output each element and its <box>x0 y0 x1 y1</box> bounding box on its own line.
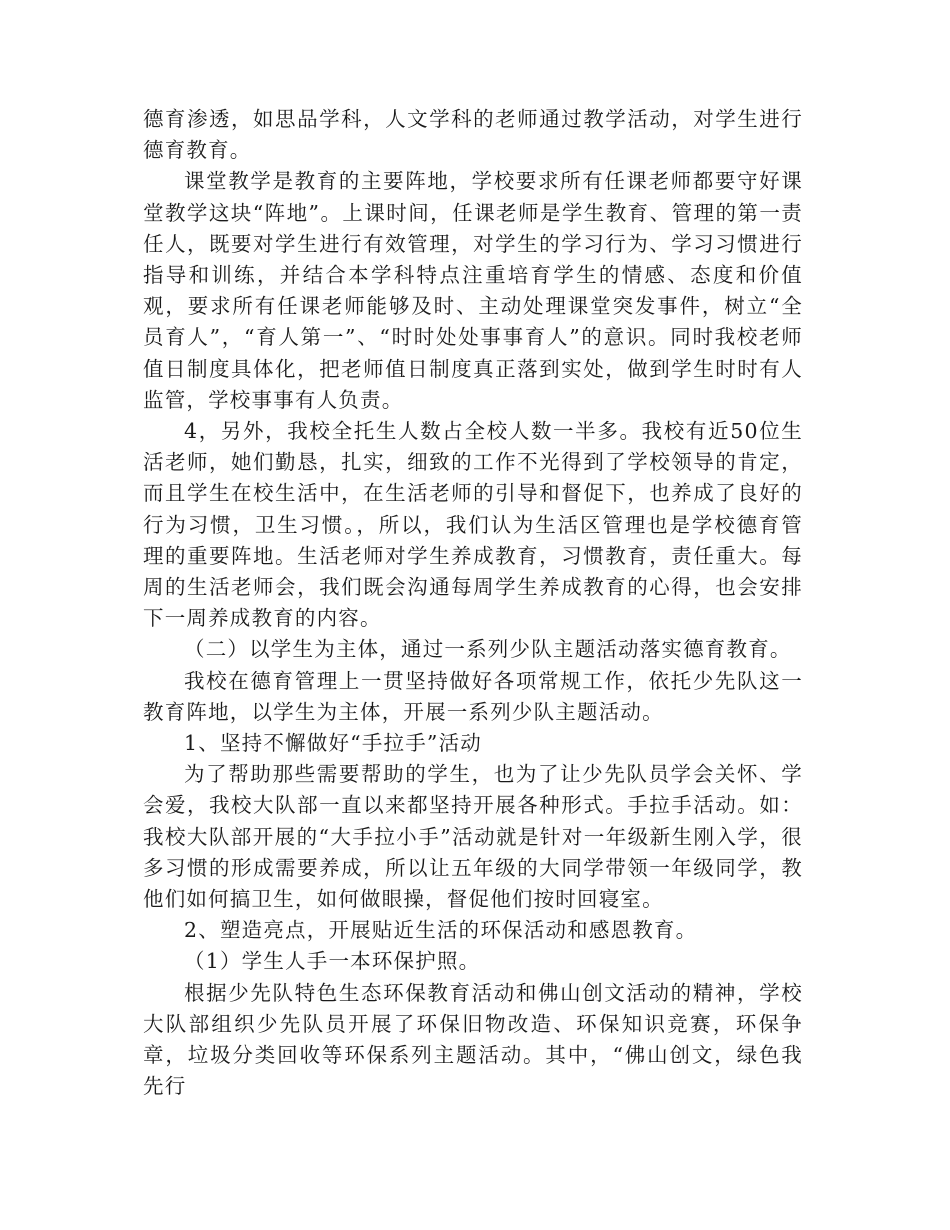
paragraph-4: 我校在德育管理上一贯坚持做好各项常规工作，依托少先队这一教育阵地，以学生为主体，开展一系列少队主题活动。 <box>143 668 803 724</box>
section-heading-2: （二）以学生为主体，通过一系列少队主题活动落实德育教育。 <box>184 637 792 662</box>
subheading-2-1: （1）学生人手一本环保护照。 <box>184 949 481 974</box>
document-body <box>143 104 803 1103</box>
subheading-1: 1、坚持不懈做好“手拉手”活动 <box>184 731 483 756</box>
paragraph-5: 为了帮助那些需要帮助的学生，也为了让少先队员学会关怀、学会爱，我校大队部一直以来都坚持开展各种形式。手拉手活动。如：我校大队部开展的“大手拉小手”活动就是针对一年级新生刚入学，很多习惯的形成需要养成，所以让五年级的大同学带领一年级同学，教他们如何搞卫生，如何做眼操，督促他们按时回寝室。 <box>143 762 803 912</box>
paragraph-2: 课堂教学是教育的主要阵地，学校要求所有任课老师都要守好课堂教学这块“阵地”。上课时间，任课老师是学生教育、管理的第一责任人，既要对学生进行有效管理，对学生的学习行为、学习习惯进行指导和训练，并结合本学科特点注重培育学生的情感、态度和价值观，要求所有任课老师能够及时、主动处理课堂突发事件，树立“全员育人”，“育人第一”、“时时处处事事育人”的意识。同时我校老师值日制度具体化，把老师值日制度真正落到实处，做到学生时时有人监管，学校事事有人负责。 <box>143 169 803 412</box>
paragraph-3: 4，另外，我校全托生人数占全校人数一半多。我校有近50位生活老师，她们勤恳，扎实，细致的工作不光得到了学校领导的肯定，而且学生在校生活中，在生活老师的引导和督促下，也养成了良好的行为习惯，卫生习惯。，所以，我们认为生活区管理也是学校德育管理的重要阵地。生活老师对学生养成教育，习惯教育，责任重大。每周的生活老师会，我们既会沟通每周学生养成教育的心得，也会安排下一周养成教育的内容。 <box>143 419 803 631</box>
paragraph-6: 根据少先队特色生态环保教育活动和佛山创文活动的精神，学校大队部组织少先队员开展了环保旧物改造、环保知识竞赛，环保争章，垃圾分类回收等环保系列主题活动。其中，“佛山创文，绿色我先行 <box>143 980 803 1099</box>
paragraph-1: 德育渗透，如思品学科，人文学科的老师通过教学活动，对学生进行德育教育。 <box>143 107 803 163</box>
subheading-2: 2、塑造亮点，开展贴近生活的环保活动和感恩教育。 <box>184 918 698 943</box>
